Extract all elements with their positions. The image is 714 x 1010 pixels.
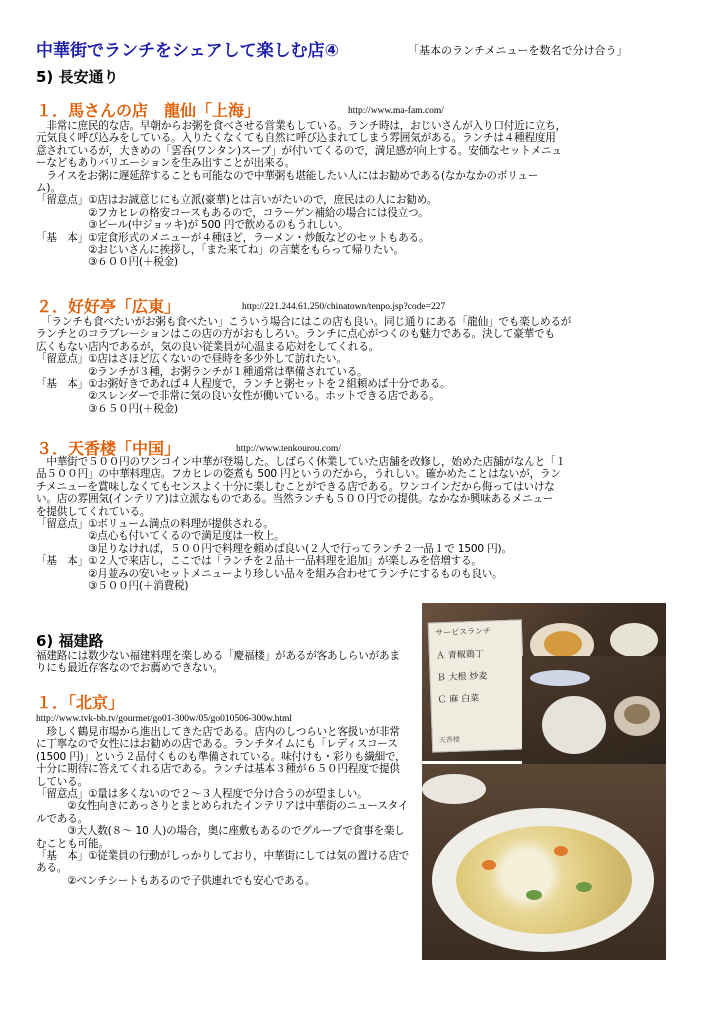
note-line (36, 555, 566, 567)
note-label: 「留意点」① (36, 194, 98, 207)
menu-card (428, 619, 526, 752)
dish-bowl (610, 623, 658, 657)
text-line: 中華街で５００円のワンコイン中華が登場した。しばらく休業していた店舗を改修し，始めた店舗がなんと「１ (36, 456, 566, 468)
dish-food (624, 704, 650, 724)
note-line: ③足りなければ，５００円で料理を頼めば良い(２人で行ってランチ２一品１で 1500 円)。 (88, 542, 512, 555)
carrot (482, 860, 496, 870)
intro-text: 福建路には数少ない福建料理を楽しめる「慶福楼」があるが客あしらいがあまりにも最近存客なのでお薦めできない。 (36, 650, 400, 675)
note-line: ③６００円(＋税金) (88, 256, 178, 269)
area-intro-fukken (36, 650, 408, 675)
shop-name-tenkourou: ３．天香楼「中国」 (36, 439, 181, 458)
note-line (36, 378, 571, 390)
dish-food (544, 631, 582, 657)
note-text: 店はさほど広くないので昼時を多少外して訪れたい。 (97, 353, 347, 366)
shop-url-pekin[interactable]: http://www.tvk-bb.tv/gourmet/go01-300w/05/go010506-300w.html (36, 714, 293, 724)
note-label: 「基 本」① (36, 555, 98, 568)
page-title: 中華街でランチをシェアして楽しむ店④ (36, 41, 340, 61)
note-text: ボリューム満点の料理が提供される。 (97, 518, 274, 531)
note-line: ②点心も付いてくるので満足度は一枚上。 (88, 530, 285, 543)
text-line: 「ランチも食べたいがお粥も食べたい」こういう場合にはこの店も良い。同じ通りにある「龍仙」でも楽しめるが (36, 316, 572, 328)
note-line: ②おじいさんに挨拶し，「また来てね」の言葉をもらって帰りたい。 (88, 244, 404, 257)
green-vegetable (526, 890, 542, 900)
shop-description-ryusen (36, 120, 566, 269)
shop-description-tenkourou (36, 456, 566, 592)
note-line: ②フカヒレの格安コースもあるので，コラーゲン補給の場合には役立つ。 (88, 206, 429, 219)
text-line: チメニューを賞味しなくてもセンスよく十分に楽しむことができる店である。ワンコインだから侮ってはいけな (36, 480, 555, 493)
green-vegetable (576, 882, 592, 892)
menu-card-heading: サービスランチ (434, 626, 492, 638)
note-line (36, 353, 571, 365)
shop-name-pekin: １．「北京」 (36, 693, 125, 712)
note-line: ③５００円(＋消費税) (88, 580, 189, 593)
shop-name-haohaoting: ２．好好亭「広東」 (36, 297, 181, 316)
note-line (36, 518, 566, 530)
carrot (554, 846, 568, 856)
photo-seafood-vegetable-dish (422, 764, 666, 960)
page-subtitle: 「基本のランチメニューを数名で分け合う」 (408, 44, 628, 57)
shop-url-haohaoting[interactable]: http://221.244.61.250/chinatown/tenpo.jsp?code=227 (242, 302, 446, 312)
note-line: 「留意点」①量は多くないので２〜３人程度で分け合うのが望ましい。 (36, 788, 368, 801)
note-line: 「基 本」①従業員の行動がしっかりしており，中華街にしては気の置ける店である。 (36, 850, 410, 875)
congee-bowl (542, 696, 606, 754)
shop-name-ryusen: １．馬さんの店 龍仙「上海」 (36, 101, 261, 120)
note-text: お粥好きであれば４人程度で，ランチと粥セットを２組頼めば十分である。 (97, 378, 451, 391)
note-line: ②ランチが３種，お粥ランチが１種通常は準備されている。 (88, 365, 368, 378)
dish-food (456, 826, 632, 934)
note-line (36, 194, 566, 206)
note-label: 「留意点」① (36, 353, 98, 366)
menu-card-item: Ｂ 大根 炒麦 (436, 671, 488, 684)
text-line: 広くもない店内であるが，気の良い従業員が心温まる応対をしてくれる。 (36, 340, 379, 353)
shop-description-pekin (36, 726, 410, 887)
note-line (36, 232, 566, 244)
text-line: を提供してくれている。 (36, 505, 151, 518)
note-label: 「基 本」① (36, 378, 98, 391)
note-line: ②女性向きにあっさりとまとめられたインテリアは中華街のニュースタイルである。 (36, 800, 409, 825)
note-line: ③６５０円(＋税金) (88, 402, 178, 415)
note-label: 「留意点」① (36, 518, 98, 531)
note-text: 定食形式のメニューが４種ほど，ラーメン・炒飯などのセットもある。 (97, 231, 430, 244)
area-title-changan: 5) 長安通り (36, 68, 119, 86)
text-line: ランチとのコラブレーションはこの店の方がおもしろい。ランチに点心がつくのも魅力である。決して豪華でも (36, 328, 555, 341)
dish-plate (530, 670, 590, 686)
text-line: い。店の雰囲気(インテリア)は立派なものである。当然ランチも５００円での提供。なかなか興味あるメニュー (36, 493, 554, 506)
text-line: 品５００円」の中華料理店。フカヒレの姿煮も 500 円というのだから，うれしい。確かめたことはないが，ラン (36, 468, 561, 481)
shop-url-ryusen[interactable]: http://www.ma-fam.com/ (348, 106, 444, 116)
menu-card-footer: 天香楼 (438, 735, 461, 745)
note-label: 「基 本」① (36, 231, 98, 244)
text-line: 非常に庶民的な店。早朝からお粥を食べさせる営業もしている。ランチ時は，おじいさんが入り口付近に立ち， (36, 120, 567, 132)
note-line: ②スレンダーで非常に気の良い女性が働いている。ホットできる店である。 (88, 390, 440, 403)
shop-description-haohaoting (36, 316, 571, 415)
area-title-fukken: 6) 福建路 (36, 632, 104, 650)
note-text: 店はお誠意じにも立派(豪華)とは言いがたいので，庶民はの人にお勧め。 (97, 194, 438, 207)
dish-plate (422, 774, 486, 804)
note-line: ②ベンチシートもあるので子供連れでも安心である。 (36, 874, 316, 887)
text-paragraph: 珍しく鶴見市場から進出してきた店である。店内のしつらいと客扱いが非常に丁寧なので女性にはお勧めの店である。ランチタイムにも「レディスコース(1500 円)」という２品付くものも準備されている。味付けも・彩りも繊細で，十分に期待に答えてくれる店である。ランチは基本３種が６５０円程度で提供している。 (36, 726, 406, 788)
note-line: ②月並みの安いセットメニューより珍しい品々を組み合わせてランチにするものも良い。 (88, 567, 503, 580)
note-text: ２人で来店し，ここでは「ランチを２品＋一品料理を追加」が楽しみを倍増する。 (97, 555, 482, 568)
text-line: ーなどもありバリエーションを生み出すことが出来る。 (36, 157, 296, 170)
text-line: 意されているが，大きめの「雲呑(ワンタン)スープ」が付いてくるので，満足感が向上する。安価なセットメニュ (36, 144, 562, 157)
text-line: ライスをお粥に遅延辞することも可能なので中華粥も堪能したい人にはお勧めである(なかなかのボリュー (36, 169, 539, 182)
text-line: 元気良く呼び込みをしている。入りたくなくても自然に呼び込まれてしまう雰囲気がある。ランチは４種程度用 (36, 132, 556, 145)
note-line: ③ビール(中ジョッキ)が 500 円で飲めるのもうれしい。 (88, 219, 349, 232)
text-line: ム)。 (36, 182, 61, 195)
menu-card-item: Ｃ 麻 白菜 (437, 693, 480, 706)
shop-url-tenkourou[interactable]: http://www.tenkourou.com/ (236, 444, 341, 454)
note-line: ③大人数(８〜 10 人)の場合，奥に座敷もあるのでグループで食事を楽しむことも可能。 (36, 825, 405, 850)
photo-congee-dishes (522, 656, 666, 774)
menu-card-item: Ａ 青椒鶏丁 (435, 649, 484, 662)
